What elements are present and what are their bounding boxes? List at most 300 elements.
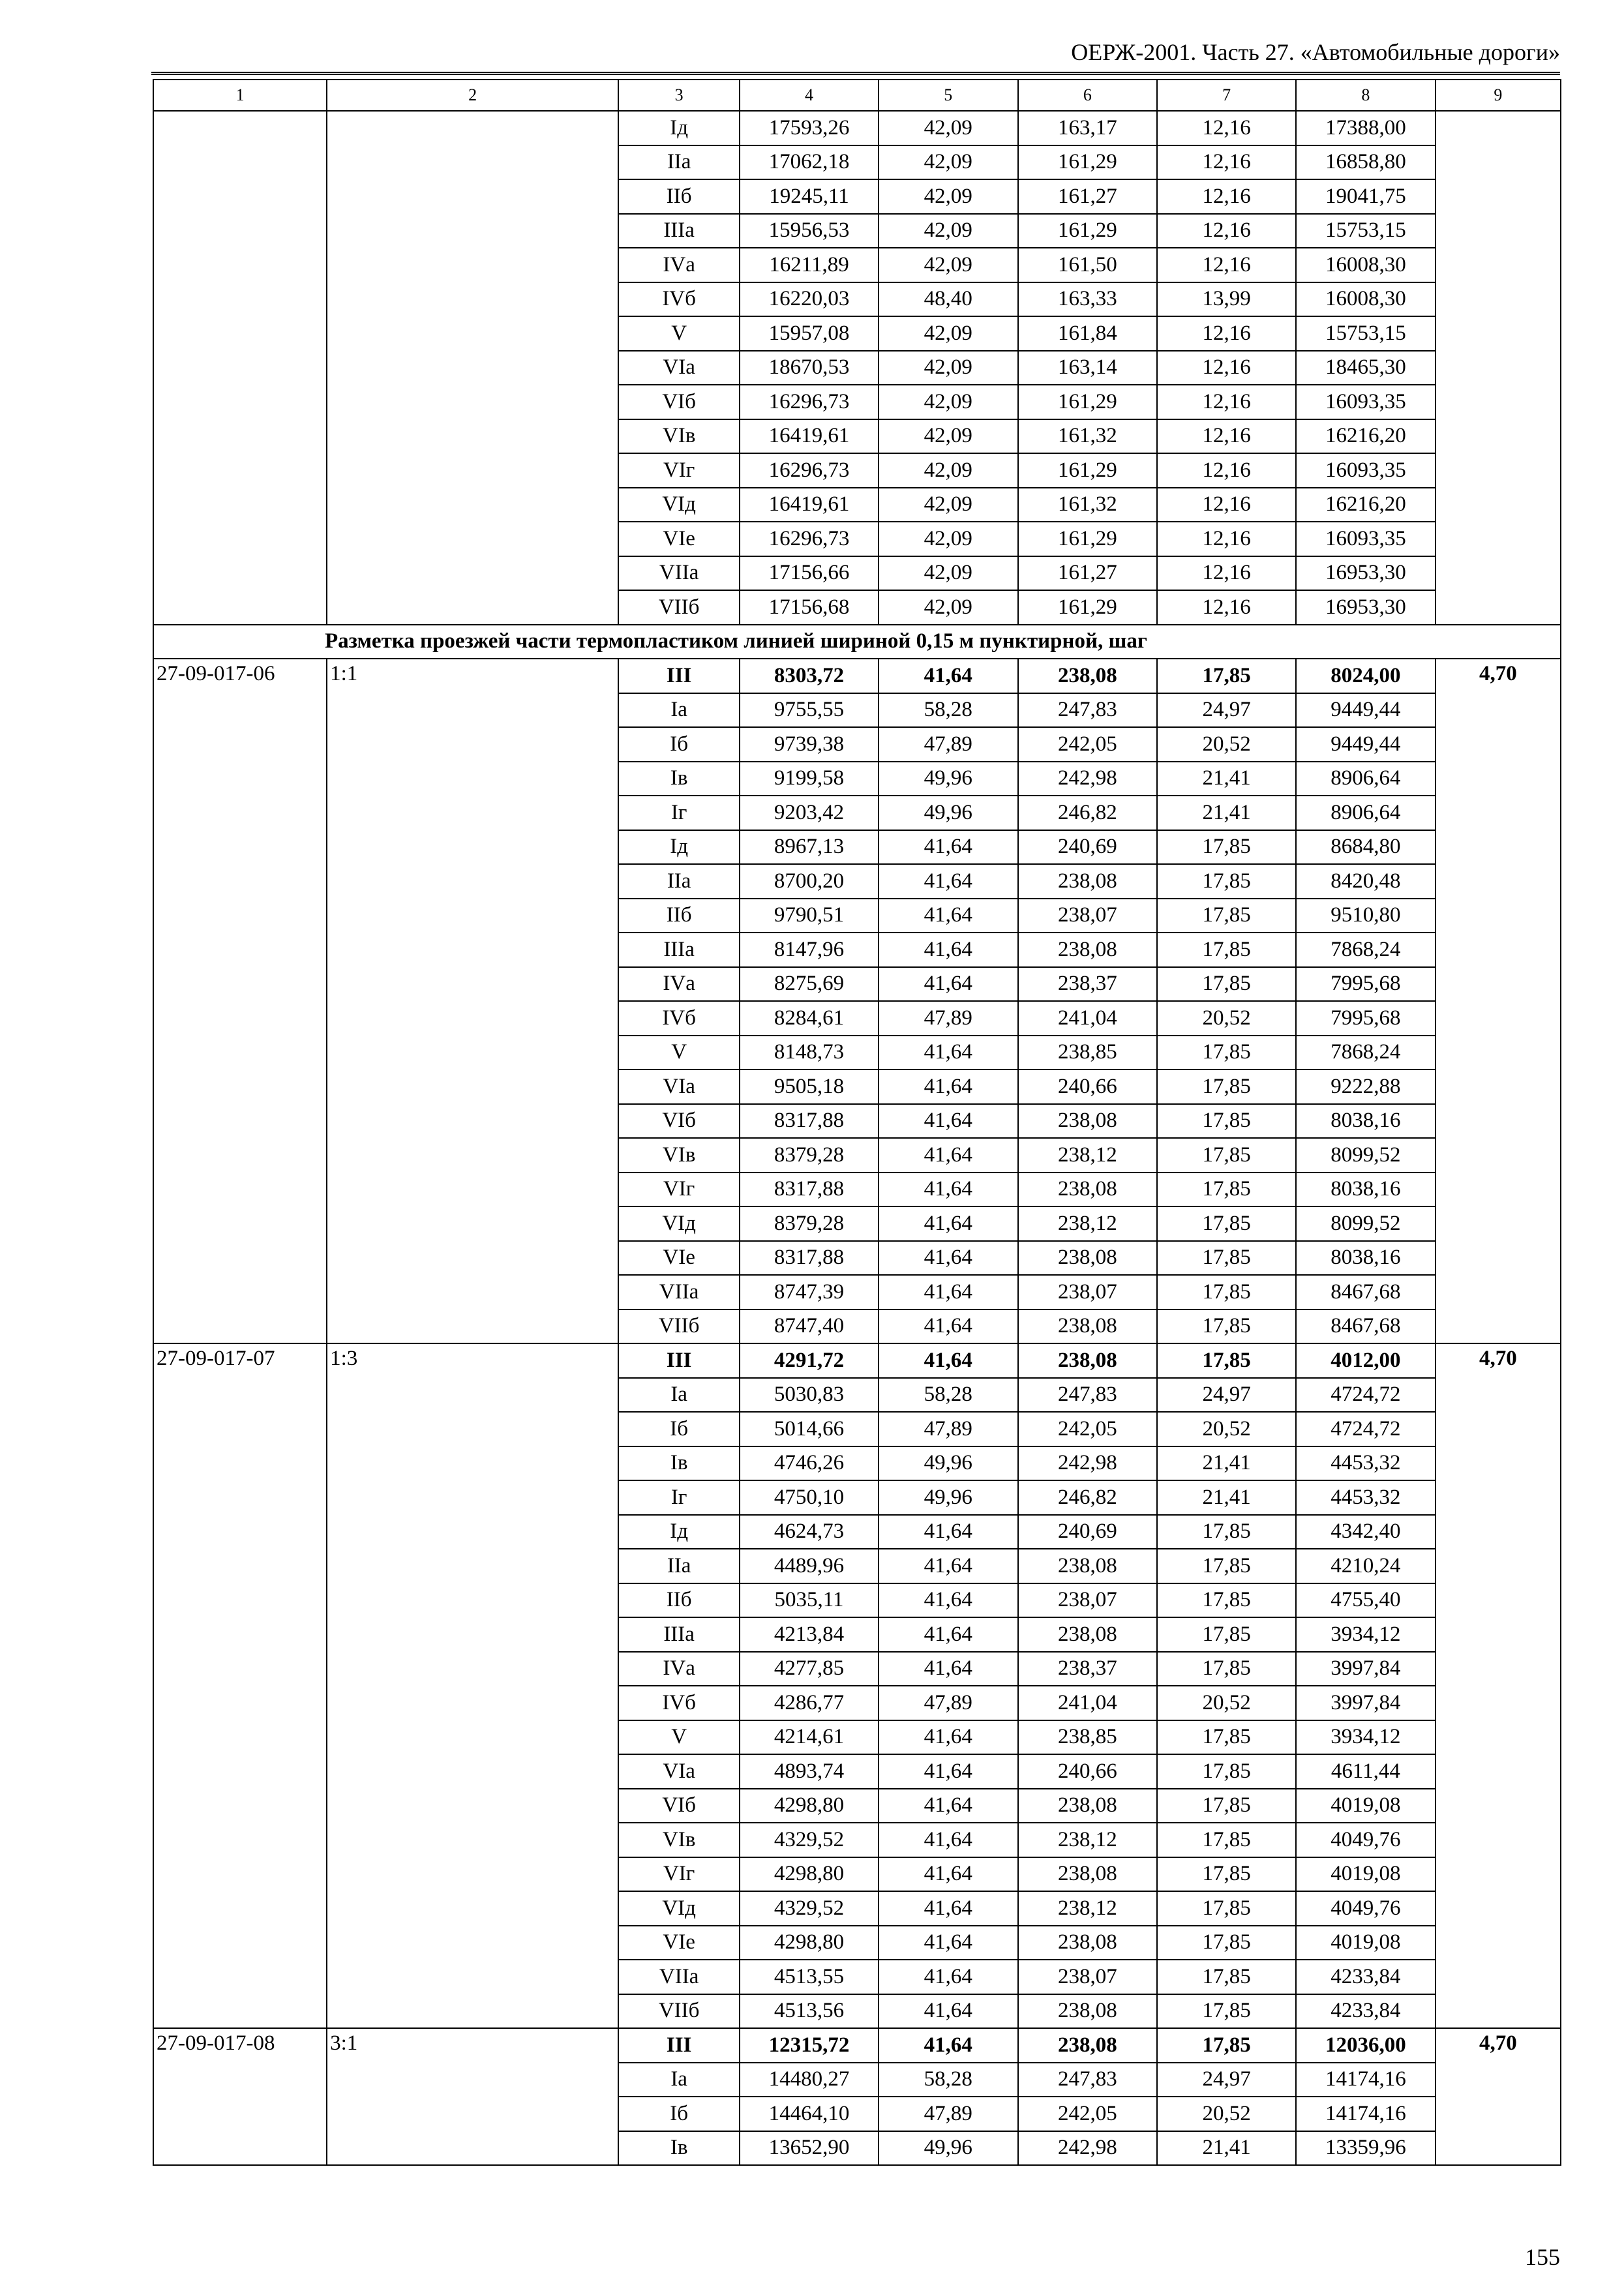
value-cell: 15957,08: [740, 316, 879, 351]
value-cell: 58,28: [879, 1378, 1018, 1413]
value-cell: 12,16: [1157, 214, 1296, 248]
value-cell: 4489,96: [740, 1549, 879, 1583]
value-cell: 16216,20: [1296, 419, 1436, 454]
value-cell: 12036,00: [1296, 2028, 1436, 2063]
value-cell: 42,09: [879, 556, 1018, 591]
zone-cell: Iа: [618, 693, 740, 728]
value-cell: 41,64: [879, 1583, 1018, 1618]
value-cell: 4298,80: [740, 1789, 879, 1823]
value-cell: 8420,48: [1296, 864, 1436, 899]
column-number: 1: [153, 80, 327, 111]
value-cell: 238,08: [1018, 1926, 1158, 1960]
value-cell: 13359,96: [1296, 2131, 1436, 2166]
value-cell: 15753,15: [1296, 214, 1436, 248]
value-cell: 3997,84: [1296, 1652, 1436, 1686]
value-cell: 4513,56: [740, 1994, 879, 2029]
value-cell: 17,85: [1157, 1652, 1296, 1686]
value-cell: 17,85: [1157, 830, 1296, 865]
value-cell: 161,50: [1018, 248, 1158, 282]
value-cell: 238,08: [1018, 1173, 1158, 1207]
value-cell: 9505,18: [740, 1070, 879, 1104]
zone-cell: IVа: [618, 1652, 740, 1686]
zone-cell: VIд: [618, 1206, 740, 1241]
value-cell: 161,29: [1018, 214, 1158, 248]
value-cell: 41,64: [879, 1891, 1018, 1926]
value-cell: 42,09: [879, 248, 1018, 282]
column-number: 7: [1157, 80, 1296, 111]
column-9-value: 4,70: [1436, 1343, 1561, 2028]
value-cell: 42,09: [879, 351, 1018, 385]
zone-cell: IVб: [618, 282, 740, 317]
value-cell: 41,64: [879, 1206, 1018, 1241]
value-cell: 238,12: [1018, 1206, 1158, 1241]
value-cell: 238,07: [1018, 1275, 1158, 1309]
zone-cell: VIIа: [618, 556, 740, 591]
value-cell: 7868,24: [1296, 933, 1436, 967]
value-cell: 12,16: [1157, 248, 1296, 282]
value-cell: 17,85: [1157, 659, 1296, 693]
value-cell: 17,85: [1157, 1309, 1296, 1344]
value-cell: 17,85: [1157, 1720, 1296, 1755]
value-cell: 238,08: [1018, 1549, 1158, 1583]
zone-cell: VIд: [618, 1891, 740, 1926]
column-9-value: 4,70: [1436, 659, 1561, 1343]
zone-cell: IVб: [618, 1686, 740, 1720]
column-number: 2: [327, 80, 618, 111]
value-cell: 12315,72: [740, 2028, 879, 2063]
zone-cell: IIа: [618, 145, 740, 180]
rate-name: 1:3: [327, 1343, 618, 2028]
zone-cell: Iб: [618, 2097, 740, 2131]
value-cell: 17,85: [1157, 2028, 1296, 2063]
value-cell: 12,16: [1157, 556, 1296, 591]
value-cell: 12,16: [1157, 351, 1296, 385]
zone-cell: VIе: [618, 1241, 740, 1276]
value-cell: 20,52: [1157, 2097, 1296, 2131]
value-cell: 9449,44: [1296, 727, 1436, 762]
value-cell: 12,16: [1157, 488, 1296, 522]
value-cell: 163,14: [1018, 351, 1158, 385]
value-cell: 4746,26: [740, 1446, 879, 1481]
value-cell: 47,89: [879, 1001, 1018, 1036]
zone-cell: VIе: [618, 522, 740, 556]
value-cell: 238,08: [1018, 659, 1158, 693]
value-cell: 16093,35: [1296, 522, 1436, 556]
zone-cell: VIв: [618, 1823, 740, 1857]
value-cell: 4724,72: [1296, 1378, 1436, 1413]
column-9-value: 4,70: [1436, 2028, 1561, 2165]
value-cell: 163,33: [1018, 282, 1158, 317]
value-cell: 242,98: [1018, 1446, 1158, 1481]
value-cell: 42,09: [879, 590, 1018, 625]
value-cell: 16296,73: [740, 522, 879, 556]
value-cell: 7868,24: [1296, 1036, 1436, 1070]
value-cell: 238,08: [1018, 1789, 1158, 1823]
value-cell: 238,07: [1018, 1960, 1158, 1994]
value-cell: 41,64: [879, 830, 1018, 865]
value-cell: 4286,77: [740, 1686, 879, 1720]
value-cell: 242,05: [1018, 2097, 1158, 2131]
value-cell: 16419,61: [740, 488, 879, 522]
value-cell: 12,16: [1157, 111, 1296, 145]
zone-cell: VIIб: [618, 1994, 740, 2029]
table-row: [153, 659, 1561, 693]
value-cell: 17,85: [1157, 1857, 1296, 1892]
value-cell: 4624,73: [740, 1515, 879, 1549]
value-cell: 49,96: [879, 762, 1018, 796]
table-row: [153, 111, 1561, 145]
value-cell: 12,16: [1157, 385, 1296, 419]
value-cell: 4049,76: [1296, 1823, 1436, 1857]
value-cell: 42,09: [879, 488, 1018, 522]
value-cell: 8684,80: [1296, 830, 1436, 865]
value-cell: 41,64: [879, 1343, 1018, 1378]
value-cell: 163,17: [1018, 111, 1158, 145]
value-cell: 24,97: [1157, 2063, 1296, 2097]
value-cell: 8906,64: [1296, 762, 1436, 796]
value-cell: 4213,84: [740, 1617, 879, 1652]
value-cell: 9755,55: [740, 693, 879, 728]
zone-cell: VIв: [618, 1138, 740, 1173]
value-cell: 9222,88: [1296, 1070, 1436, 1104]
column-number: 5: [879, 80, 1018, 111]
zone-cell: Iб: [618, 727, 740, 762]
zone-cell: VIг: [618, 1857, 740, 1892]
value-cell: 21,41: [1157, 796, 1296, 830]
value-cell: 8967,13: [740, 830, 879, 865]
zone-cell: IVа: [618, 967, 740, 1002]
value-cell: 4214,61: [740, 1720, 879, 1755]
value-cell: 17,85: [1157, 967, 1296, 1002]
value-cell: 16093,35: [1296, 385, 1436, 419]
value-cell: 20,52: [1157, 1686, 1296, 1720]
value-cell: 238,85: [1018, 1720, 1158, 1755]
value-cell: 238,12: [1018, 1891, 1158, 1926]
value-cell: 42,09: [879, 111, 1018, 145]
value-cell: 41,64: [879, 1549, 1018, 1583]
value-cell: 8038,16: [1296, 1173, 1436, 1207]
value-cell: 12,16: [1157, 179, 1296, 214]
value-cell: 17062,18: [740, 145, 879, 180]
value-cell: 238,08: [1018, 933, 1158, 967]
value-cell: 161,84: [1018, 316, 1158, 351]
rate-name: 1:1: [327, 659, 618, 1343]
zone-cell: IIб: [618, 179, 740, 214]
value-cell: 238,12: [1018, 1138, 1158, 1173]
value-cell: 42,09: [879, 522, 1018, 556]
value-cell: 246,82: [1018, 796, 1158, 830]
value-cell: 16008,30: [1296, 248, 1436, 282]
value-cell: 17,85: [1157, 1754, 1296, 1789]
column-number: 6: [1018, 80, 1158, 111]
value-cell: 17,85: [1157, 1960, 1296, 1994]
value-cell: 16216,20: [1296, 488, 1436, 522]
value-cell: 14464,10: [740, 2097, 879, 2131]
value-cell: 4019,08: [1296, 1857, 1436, 1892]
value-cell: 21,41: [1157, 2131, 1296, 2166]
value-cell: 8700,20: [740, 864, 879, 899]
value-cell: 161,29: [1018, 385, 1158, 419]
zone-cell: Iв: [618, 2131, 740, 2166]
value-cell: 9199,58: [740, 762, 879, 796]
value-cell: 41,64: [879, 1515, 1018, 1549]
zone-cell: III: [618, 2028, 740, 2063]
zone-cell: Iа: [618, 2063, 740, 2097]
value-cell: 17,85: [1157, 1070, 1296, 1104]
header-title: ОЕРЖ-2001. Часть 27. «Автомобильные дороги»: [1071, 39, 1560, 65]
value-cell: 8379,28: [740, 1206, 879, 1241]
value-cell: 4049,76: [1296, 1891, 1436, 1926]
value-cell: 16211,89: [740, 248, 879, 282]
value-cell: 21,41: [1157, 762, 1296, 796]
value-cell: 16220,03: [740, 282, 879, 317]
value-cell: 238,08: [1018, 1617, 1158, 1652]
section-title: Разметка проезжей части термопластиком линией шириной 0,15 м пунктирной, шаг: [153, 625, 1561, 659]
rate-code: 27-09-017-06: [153, 659, 327, 1343]
value-cell: 238,08: [1018, 1241, 1158, 1276]
value-cell: 41,64: [879, 1652, 1018, 1686]
value-cell: 17593,26: [740, 111, 879, 145]
value-cell: 41,64: [879, 1857, 1018, 1892]
value-cell: 4233,84: [1296, 1960, 1436, 1994]
value-cell: 238,07: [1018, 1583, 1158, 1618]
value-cell: 5035,11: [740, 1583, 879, 1618]
column-number: 3: [618, 80, 740, 111]
value-cell: 17,85: [1157, 1549, 1296, 1583]
value-cell: 41,64: [879, 1994, 1018, 2029]
value-cell: 49,96: [879, 1446, 1018, 1481]
zone-cell: VIIа: [618, 1960, 740, 1994]
value-cell: 24,97: [1157, 1378, 1296, 1413]
value-cell: 17388,00: [1296, 111, 1436, 145]
value-cell: 4298,80: [740, 1926, 879, 1960]
value-cell: 9510,80: [1296, 899, 1436, 933]
zone-cell: VIIа: [618, 1275, 740, 1309]
value-cell: 21,41: [1157, 1480, 1296, 1515]
value-cell: 8147,96: [740, 933, 879, 967]
value-cell: 12,16: [1157, 145, 1296, 180]
value-cell: 47,89: [879, 1686, 1018, 1720]
value-cell: 41,64: [879, 1926, 1018, 1960]
zone-cell: IIIа: [618, 933, 740, 967]
value-cell: 58,28: [879, 2063, 1018, 2097]
value-cell: 8303,72: [740, 659, 879, 693]
value-cell: 47,89: [879, 1412, 1018, 1446]
value-cell: 41,64: [879, 933, 1018, 967]
value-cell: 8317,88: [740, 1241, 879, 1276]
zone-cell: VIб: [618, 385, 740, 419]
value-cell: 17,85: [1157, 1206, 1296, 1241]
zone-cell: IVа: [618, 248, 740, 282]
value-cell: 242,05: [1018, 727, 1158, 762]
zone-cell: IIIа: [618, 214, 740, 248]
value-cell: 41,64: [879, 1104, 1018, 1139]
value-cell: 242,98: [1018, 762, 1158, 796]
value-cell: 17,85: [1157, 1036, 1296, 1070]
value-cell: 4453,32: [1296, 1446, 1436, 1481]
value-cell: 41,64: [879, 864, 1018, 899]
value-cell: 238,07: [1018, 899, 1158, 933]
value-cell: 8275,69: [740, 967, 879, 1002]
value-cell: 41,64: [879, 1241, 1018, 1276]
zone-cell: V: [618, 316, 740, 351]
zone-cell: VIа: [618, 1754, 740, 1789]
value-cell: 24,97: [1157, 693, 1296, 728]
value-cell: 238,37: [1018, 967, 1158, 1002]
value-cell: 8038,16: [1296, 1241, 1436, 1276]
value-cell: 41,64: [879, 1070, 1018, 1104]
value-cell: 161,29: [1018, 590, 1158, 625]
value-cell: 41,64: [879, 1754, 1018, 1789]
value-cell: 20,52: [1157, 727, 1296, 762]
value-cell: 4611,44: [1296, 1754, 1436, 1789]
zone-cell: Iд: [618, 1515, 740, 1549]
value-cell: 240,66: [1018, 1754, 1158, 1789]
value-cell: 4893,74: [740, 1754, 879, 1789]
value-cell: 240,69: [1018, 830, 1158, 865]
value-cell: 8379,28: [740, 1138, 879, 1173]
value-cell: 15956,53: [740, 214, 879, 248]
value-cell: 241,04: [1018, 1686, 1158, 1720]
zone-cell: VIб: [618, 1104, 740, 1139]
value-cell: 16858,80: [1296, 145, 1436, 180]
value-cell: 4277,85: [740, 1652, 879, 1686]
value-cell: 58,28: [879, 693, 1018, 728]
value-cell: 17,85: [1157, 1891, 1296, 1926]
zone-cell: Iд: [618, 830, 740, 865]
value-cell: 17,85: [1157, 1343, 1296, 1378]
price-table: [153, 79, 1561, 2166]
value-cell: 238,08: [1018, 1343, 1158, 1378]
value-cell: 42,09: [879, 453, 1018, 488]
value-cell: 49,96: [879, 796, 1018, 830]
value-cell: 242,98: [1018, 2131, 1158, 2166]
value-cell: 42,09: [879, 214, 1018, 248]
value-cell: 12,16: [1157, 316, 1296, 351]
value-cell: 238,08: [1018, 2028, 1158, 2063]
value-cell: 16953,30: [1296, 590, 1436, 625]
value-cell: 4513,55: [740, 1960, 879, 1994]
value-cell: 42,09: [879, 145, 1018, 180]
value-cell: 17,85: [1157, 933, 1296, 967]
value-cell: 16296,73: [740, 453, 879, 488]
value-cell: 41,64: [879, 899, 1018, 933]
value-cell: 17,85: [1157, 1515, 1296, 1549]
value-cell: 161,29: [1018, 145, 1158, 180]
zone-cell: VIд: [618, 488, 740, 522]
value-cell: 241,04: [1018, 1001, 1158, 1036]
value-cell: 17,85: [1157, 1104, 1296, 1139]
value-cell: 4019,08: [1296, 1789, 1436, 1823]
value-cell: 238,08: [1018, 1309, 1158, 1344]
value-cell: 20,52: [1157, 1001, 1296, 1036]
value-cell: 42,09: [879, 419, 1018, 454]
value-cell: 247,83: [1018, 1378, 1158, 1413]
zone-cell: Iб: [618, 1412, 740, 1446]
value-cell: 8284,61: [740, 1001, 879, 1036]
value-cell: 12,16: [1157, 419, 1296, 454]
value-cell: 8317,88: [740, 1104, 879, 1139]
rate-name: [327, 111, 618, 625]
value-cell: 238,37: [1018, 1652, 1158, 1686]
zone-cell: Iв: [618, 1446, 740, 1481]
value-cell: 8024,00: [1296, 659, 1436, 693]
zone-cell: Iг: [618, 1480, 740, 1515]
value-cell: 8148,73: [740, 1036, 879, 1070]
value-cell: 4453,32: [1296, 1480, 1436, 1515]
value-cell: 4233,84: [1296, 1994, 1436, 2029]
value-cell: 21,41: [1157, 1446, 1296, 1481]
value-cell: 4298,80: [740, 1857, 879, 1892]
value-cell: 41,64: [879, 659, 1018, 693]
zone-cell: VIе: [618, 1926, 740, 1960]
value-cell: 242,05: [1018, 1412, 1158, 1446]
value-cell: 41,64: [879, 1036, 1018, 1070]
value-cell: 161,32: [1018, 419, 1158, 454]
zone-cell: V: [618, 1036, 740, 1070]
value-cell: 17,85: [1157, 864, 1296, 899]
value-cell: 18670,53: [740, 351, 879, 385]
value-cell: 41,64: [879, 967, 1018, 1002]
value-cell: 8099,52: [1296, 1138, 1436, 1173]
value-cell: 8906,64: [1296, 796, 1436, 830]
zone-cell: Iв: [618, 762, 740, 796]
value-cell: 16419,61: [740, 419, 879, 454]
value-cell: 240,66: [1018, 1070, 1158, 1104]
value-cell: 17,85: [1157, 1789, 1296, 1823]
value-cell: 4724,72: [1296, 1412, 1436, 1446]
value-cell: 7995,68: [1296, 1001, 1436, 1036]
value-cell: 4012,00: [1296, 1343, 1436, 1378]
zone-cell: Iг: [618, 796, 740, 830]
value-cell: 41,64: [879, 1789, 1018, 1823]
value-cell: 161,27: [1018, 179, 1158, 214]
value-cell: 5030,83: [740, 1378, 879, 1413]
zone-cell: IIIа: [618, 1617, 740, 1652]
value-cell: 246,82: [1018, 1480, 1158, 1515]
zone-cell: III: [618, 1343, 740, 1378]
page-number: 155: [1525, 2244, 1560, 2270]
value-cell: 19041,75: [1296, 179, 1436, 214]
value-cell: 9739,38: [740, 727, 879, 762]
column-number: 9: [1436, 80, 1561, 111]
zone-cell: Iа: [618, 1378, 740, 1413]
zone-cell: IIб: [618, 1583, 740, 1618]
value-cell: 8099,52: [1296, 1206, 1436, 1241]
value-cell: 17,85: [1157, 1617, 1296, 1652]
zone-cell: VIIб: [618, 590, 740, 625]
value-cell: 8038,16: [1296, 1104, 1436, 1139]
zone-cell: VIг: [618, 1173, 740, 1207]
value-cell: 16953,30: [1296, 556, 1436, 591]
value-cell: 18465,30: [1296, 351, 1436, 385]
value-cell: 9790,51: [740, 899, 879, 933]
value-cell: 247,83: [1018, 693, 1158, 728]
value-cell: 42,09: [879, 316, 1018, 351]
value-cell: 238,08: [1018, 1857, 1158, 1892]
value-cell: 8747,39: [740, 1275, 879, 1309]
zone-cell: IIб: [618, 899, 740, 933]
value-cell: 42,09: [879, 385, 1018, 419]
value-cell: 161,27: [1018, 556, 1158, 591]
value-cell: 48,40: [879, 282, 1018, 317]
value-cell: 5014,66: [740, 1412, 879, 1446]
value-cell: 12,16: [1157, 453, 1296, 488]
value-cell: 7995,68: [1296, 967, 1436, 1002]
value-cell: 161,29: [1018, 522, 1158, 556]
column-number-row: [153, 80, 1561, 111]
column-9-value: [1436, 111, 1561, 625]
